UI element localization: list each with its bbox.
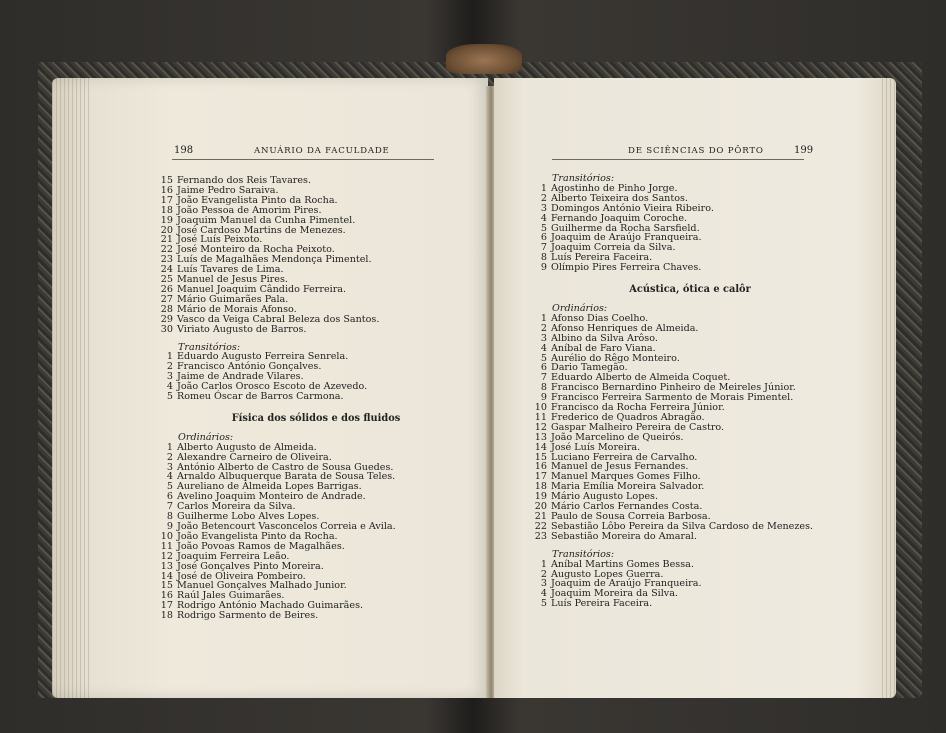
item-number: 15 <box>534 451 547 463</box>
item-name: Francisco da Rocha Ferreira Júnior. <box>551 402 725 414</box>
item-number: 13 <box>534 431 547 443</box>
item-name: Mário Carlos Fernandes Costa. <box>551 501 703 513</box>
item-name: Fernando Joaquim Coroche. <box>551 212 688 224</box>
right-text-block <box>530 174 850 609</box>
item-number: 21 <box>160 234 173 246</box>
item-name: João Marcelino de Queirós. <box>551 431 684 443</box>
item-name: Manuel Marques Gomes Filho. <box>551 471 701 483</box>
item-name: Raúl Jales Guimarães. <box>177 590 285 602</box>
item-name: Maria Emília Moreira Salvador. <box>551 481 705 493</box>
section-heading: Física dos sólidos e dos fluidos <box>231 412 401 424</box>
item-name: Manuel Joaquim Cândido Ferreira. <box>177 283 347 295</box>
item-number: 20 <box>534 501 547 513</box>
item-name: Mário Guimarães Pala. <box>177 293 289 305</box>
item-name: Sebastião Moreira do Amaral. <box>551 530 697 542</box>
item-number: 1 <box>166 351 173 363</box>
header-rule <box>552 159 804 160</box>
subheading-transitorios: Transitórios: <box>178 341 241 353</box>
item-number: 6 <box>540 232 547 244</box>
left-text-block <box>156 176 476 621</box>
item-name: João Betencourt Vasconcelos Correia e Avila. <box>177 521 396 532</box>
item-name: Aureliano de Almeida Lopes Barrigas. <box>177 481 362 493</box>
subheading-transitorios: Transitórios: <box>552 548 615 560</box>
item-name: Albino da Silva Arôso. <box>551 332 658 344</box>
item-number: 5 <box>166 481 173 493</box>
item-name: Luís de Magalhães Mendonça Pimentel. <box>177 254 372 266</box>
item-name: Jaime Pedro Saraiva. <box>177 184 279 196</box>
item-number: 2 <box>540 322 547 334</box>
item-number: 5 <box>540 352 547 364</box>
item-name: Manuel de Jesus Fernandes. <box>551 461 689 473</box>
item-name: Joaquim de Araújo Franqueira. <box>551 232 702 244</box>
item-name: Joaquim de Araújo Franqueira. <box>551 578 702 590</box>
left-page <box>52 78 488 698</box>
item-number: 16 <box>160 184 173 196</box>
item-name: Guilherme Lobo Alves Lopes. <box>177 511 320 523</box>
page-edges <box>52 78 90 698</box>
item-number: 12 <box>160 550 173 562</box>
item-number: 22 <box>160 244 173 256</box>
item-name: Arnaldo Albuquerque Barata de Sousa Teles. <box>177 471 396 483</box>
page-number: 199 <box>794 145 814 156</box>
item-name: Aníbal Martins Gomes Bessa. <box>551 558 694 570</box>
item-name: José Luís Peixoto. <box>177 234 263 246</box>
item-name: Luís Pereira Faceira. <box>551 598 653 610</box>
list-ordinarios <box>156 443 476 621</box>
item-number: 18 <box>160 610 173 622</box>
item-number: 24 <box>160 264 173 276</box>
item-number: 2 <box>166 451 173 463</box>
item-name: Afonso Dias Coelho. <box>551 312 649 324</box>
right-page <box>494 78 896 698</box>
item-number: 4 <box>166 471 173 483</box>
item-name: Guilherme da Rocha Sarsfield. <box>551 222 700 234</box>
item-number: 4 <box>540 342 547 354</box>
item-number: 14 <box>160 570 173 582</box>
item-name: Domingos António Vieira Ribeiro. <box>551 202 714 214</box>
item-name: Sebastião Lôbo Pereira da Silva Cardoso de Menezes. <box>551 520 814 532</box>
item-number: 25 <box>160 274 173 286</box>
item-number: 2 <box>166 361 173 373</box>
item-number: 23 <box>160 254 173 266</box>
item-name: Olímpio Pires Ferreira Chaves. <box>551 262 702 274</box>
item-number: 22 <box>534 520 547 532</box>
item-name: Alexandre Carneiro de Oliveira. <box>177 451 332 463</box>
item-number: 23 <box>534 530 547 542</box>
item-name: Augusto Lopes Guerra. <box>551 568 664 580</box>
item-number: 3 <box>540 332 547 344</box>
item-number: 4 <box>166 381 173 393</box>
item-name: Luís Pereira Faceira. <box>551 252 653 264</box>
item-number: 7 <box>540 242 547 254</box>
item-number: 8 <box>540 252 547 264</box>
item-number: 4 <box>540 212 547 224</box>
item-number: 1 <box>540 182 547 194</box>
subheading-transitorios: Transitórios: <box>552 173 615 184</box>
item-name: José de Oliveira Pombeiro. <box>177 570 306 582</box>
item-name: Manuel Gonçalves Malhado Junior. <box>177 580 347 592</box>
running-head: DE SCIÊNCIAS DO PÔRTO <box>628 146 764 156</box>
running-head: ANUÁRIO DA FACULDADE <box>254 146 390 156</box>
item-number: 28 <box>160 303 173 315</box>
item-name: Gaspar Malheiro Pereira de Castro. <box>551 421 725 433</box>
item-number: 16 <box>160 590 173 602</box>
item-number: 3 <box>166 371 173 383</box>
item-number: 20 <box>160 224 173 236</box>
item-number: 1 <box>540 312 547 324</box>
item-number: 17 <box>534 471 547 483</box>
subheading-ordinarios: Ordinários: <box>552 302 608 314</box>
item-number: 13 <box>160 560 173 572</box>
item-number: 8 <box>540 382 547 394</box>
item-number: 17 <box>160 194 173 206</box>
item-number: 9 <box>540 392 547 404</box>
item-number: 1 <box>540 558 547 570</box>
item-name: Agostinho de Pinho Jorge. <box>551 182 678 194</box>
item-number: 27 <box>160 293 173 305</box>
item-number: 15 <box>160 580 173 592</box>
page-number: 198 <box>174 145 194 156</box>
book-headband <box>446 44 522 74</box>
item-name: Mário Augusto Lopes. <box>551 491 658 503</box>
item-name: Joaquim Moreira da Silva. <box>551 588 678 600</box>
item-number: 29 <box>160 313 173 325</box>
item-name: Fernando dos Reis Tavares. <box>177 175 312 186</box>
item-number: 17 <box>160 600 173 612</box>
list-transitorios <box>156 352 476 402</box>
item-number: 3 <box>540 202 547 214</box>
list-transitorios <box>530 184 850 273</box>
item-name: Avelino Joaquim Monteiro de Andrade. <box>177 491 366 503</box>
item-name: Romeu Óscar de Barros Carmona. <box>177 391 344 403</box>
item-name: Frederico de Quadros Abragão. <box>551 411 705 423</box>
item-number: 3 <box>540 578 547 590</box>
item-number: 12 <box>534 421 547 433</box>
item-name: Carlos Moreira da Silva. <box>177 501 296 513</box>
item-name: José Cardoso Martins de Menezes. <box>177 224 346 236</box>
item-name: Eduardo Augusto Ferreira Senrela. <box>177 351 349 363</box>
item-number: 11 <box>160 540 173 552</box>
item-number: 5 <box>540 598 547 610</box>
item-name: Aníbal de Faro Viana. <box>551 342 656 354</box>
list-item <box>530 263 850 273</box>
item-name: Eduardo Alberto de Almeida Coquet. <box>551 372 731 384</box>
item-name: Rodrigo Sarmento de Beires. <box>177 610 319 622</box>
item-name: Afonso Henriques de Almeida. <box>551 322 699 334</box>
item-name: Joaquim Correia da Silva. <box>551 242 676 254</box>
item-name: António Alberto de Castro de Sousa Guedes. <box>177 461 394 473</box>
header-rule <box>172 159 434 160</box>
item-name: Viriato Augusto de Barros. <box>177 323 307 335</box>
item-number: 2 <box>540 568 547 580</box>
item-number: 18 <box>534 481 547 493</box>
item-name: Francisco Bernardino Pinheiro de Meireles Júnior. <box>551 382 796 394</box>
section-heading: Acústica, ótica e calôr <box>629 284 751 296</box>
item-name: José Monteiro da Rocha Peixoto. <box>177 244 335 256</box>
item-number: 10 <box>160 530 173 542</box>
item-number: 14 <box>534 441 547 453</box>
item-name: João Pessoa de Amorim Pires. <box>177 204 322 216</box>
item-number: 18 <box>160 204 173 216</box>
item-number: 9 <box>540 262 547 274</box>
item-number: 5 <box>540 222 547 234</box>
item-name: Manuel de Jesus Pires. <box>177 274 288 286</box>
item-name: João Evangelista Pinto da Rocha. <box>177 194 338 206</box>
item-number: 3 <box>166 461 173 473</box>
page-edges <box>882 78 896 698</box>
list-item <box>156 611 476 621</box>
item-number: 5 <box>166 391 173 403</box>
item-number: 7 <box>540 372 547 384</box>
list-continued <box>156 176 476 335</box>
item-number: 8 <box>166 511 173 523</box>
item-name: Alberto Augusto de Almeida. <box>177 441 317 453</box>
item-name: Paulo de Sousa Correia Barbosa. <box>551 511 711 522</box>
item-number: 15 <box>160 175 173 186</box>
item-number: 6 <box>540 362 547 374</box>
list-item <box>530 599 850 609</box>
item-name: José Luís Moreira. <box>551 441 641 453</box>
item-name: Vasco da Veiga Cabral Beleza dos Santos. <box>177 313 380 325</box>
item-number: 11 <box>534 411 547 423</box>
item-name: Joaquim Ferreira Leão. <box>177 550 290 562</box>
item-number: 16 <box>534 461 547 473</box>
item-name: Mário de Morais Afonso. <box>177 303 297 315</box>
item-number: 7 <box>166 501 173 513</box>
list-item <box>156 325 476 335</box>
item-name: Rodrigo António Machado Guimarães. <box>177 600 364 612</box>
item-name: João Povoas Ramos de Magalhães. <box>177 540 345 552</box>
item-name: Dario Tamegão. <box>551 362 628 374</box>
list-item <box>156 392 476 402</box>
item-number: 1 <box>166 441 173 453</box>
item-name: Aurélio do Rêgo Monteiro. <box>551 352 680 364</box>
list-ordinarios <box>530 314 850 542</box>
item-name: José Gonçalves Pinto Moreira. <box>177 560 324 572</box>
item-name: Jaime de Andrade Vilares. <box>177 371 304 383</box>
item-name: Francisco Ferreira Sarmento de Morais Pimentel. <box>551 392 794 404</box>
item-name: Francisco António Gonçalves. <box>177 361 322 373</box>
item-number: 21 <box>534 511 547 522</box>
item-number: 2 <box>540 192 547 204</box>
subheading-ordinarios: Ordinários: <box>178 431 234 443</box>
item-number: 26 <box>160 283 173 295</box>
list-transitorios <box>530 560 850 610</box>
item-name: João Carlos Orosco Escoto de Azevedo. <box>177 381 368 393</box>
item-number: 9 <box>166 521 173 532</box>
item-number: 19 <box>160 214 173 226</box>
list-item <box>530 532 850 542</box>
item-number: 19 <box>534 491 547 503</box>
item-number: 6 <box>166 491 173 503</box>
item-name: Joaquim Manuel da Cunha Pimentel. <box>177 214 356 226</box>
item-name: Luciano Ferreira de Carvalho. <box>551 451 698 463</box>
item-number: 30 <box>160 323 173 335</box>
item-name: João Evangelista Pinto da Rocha. <box>177 530 338 542</box>
item-number: 4 <box>540 588 547 600</box>
item-number: 10 <box>534 402 547 414</box>
item-name: Luís Tavares de Lima. <box>177 264 284 276</box>
item-name: Alberto Teixeira dos Santos. <box>551 192 688 204</box>
